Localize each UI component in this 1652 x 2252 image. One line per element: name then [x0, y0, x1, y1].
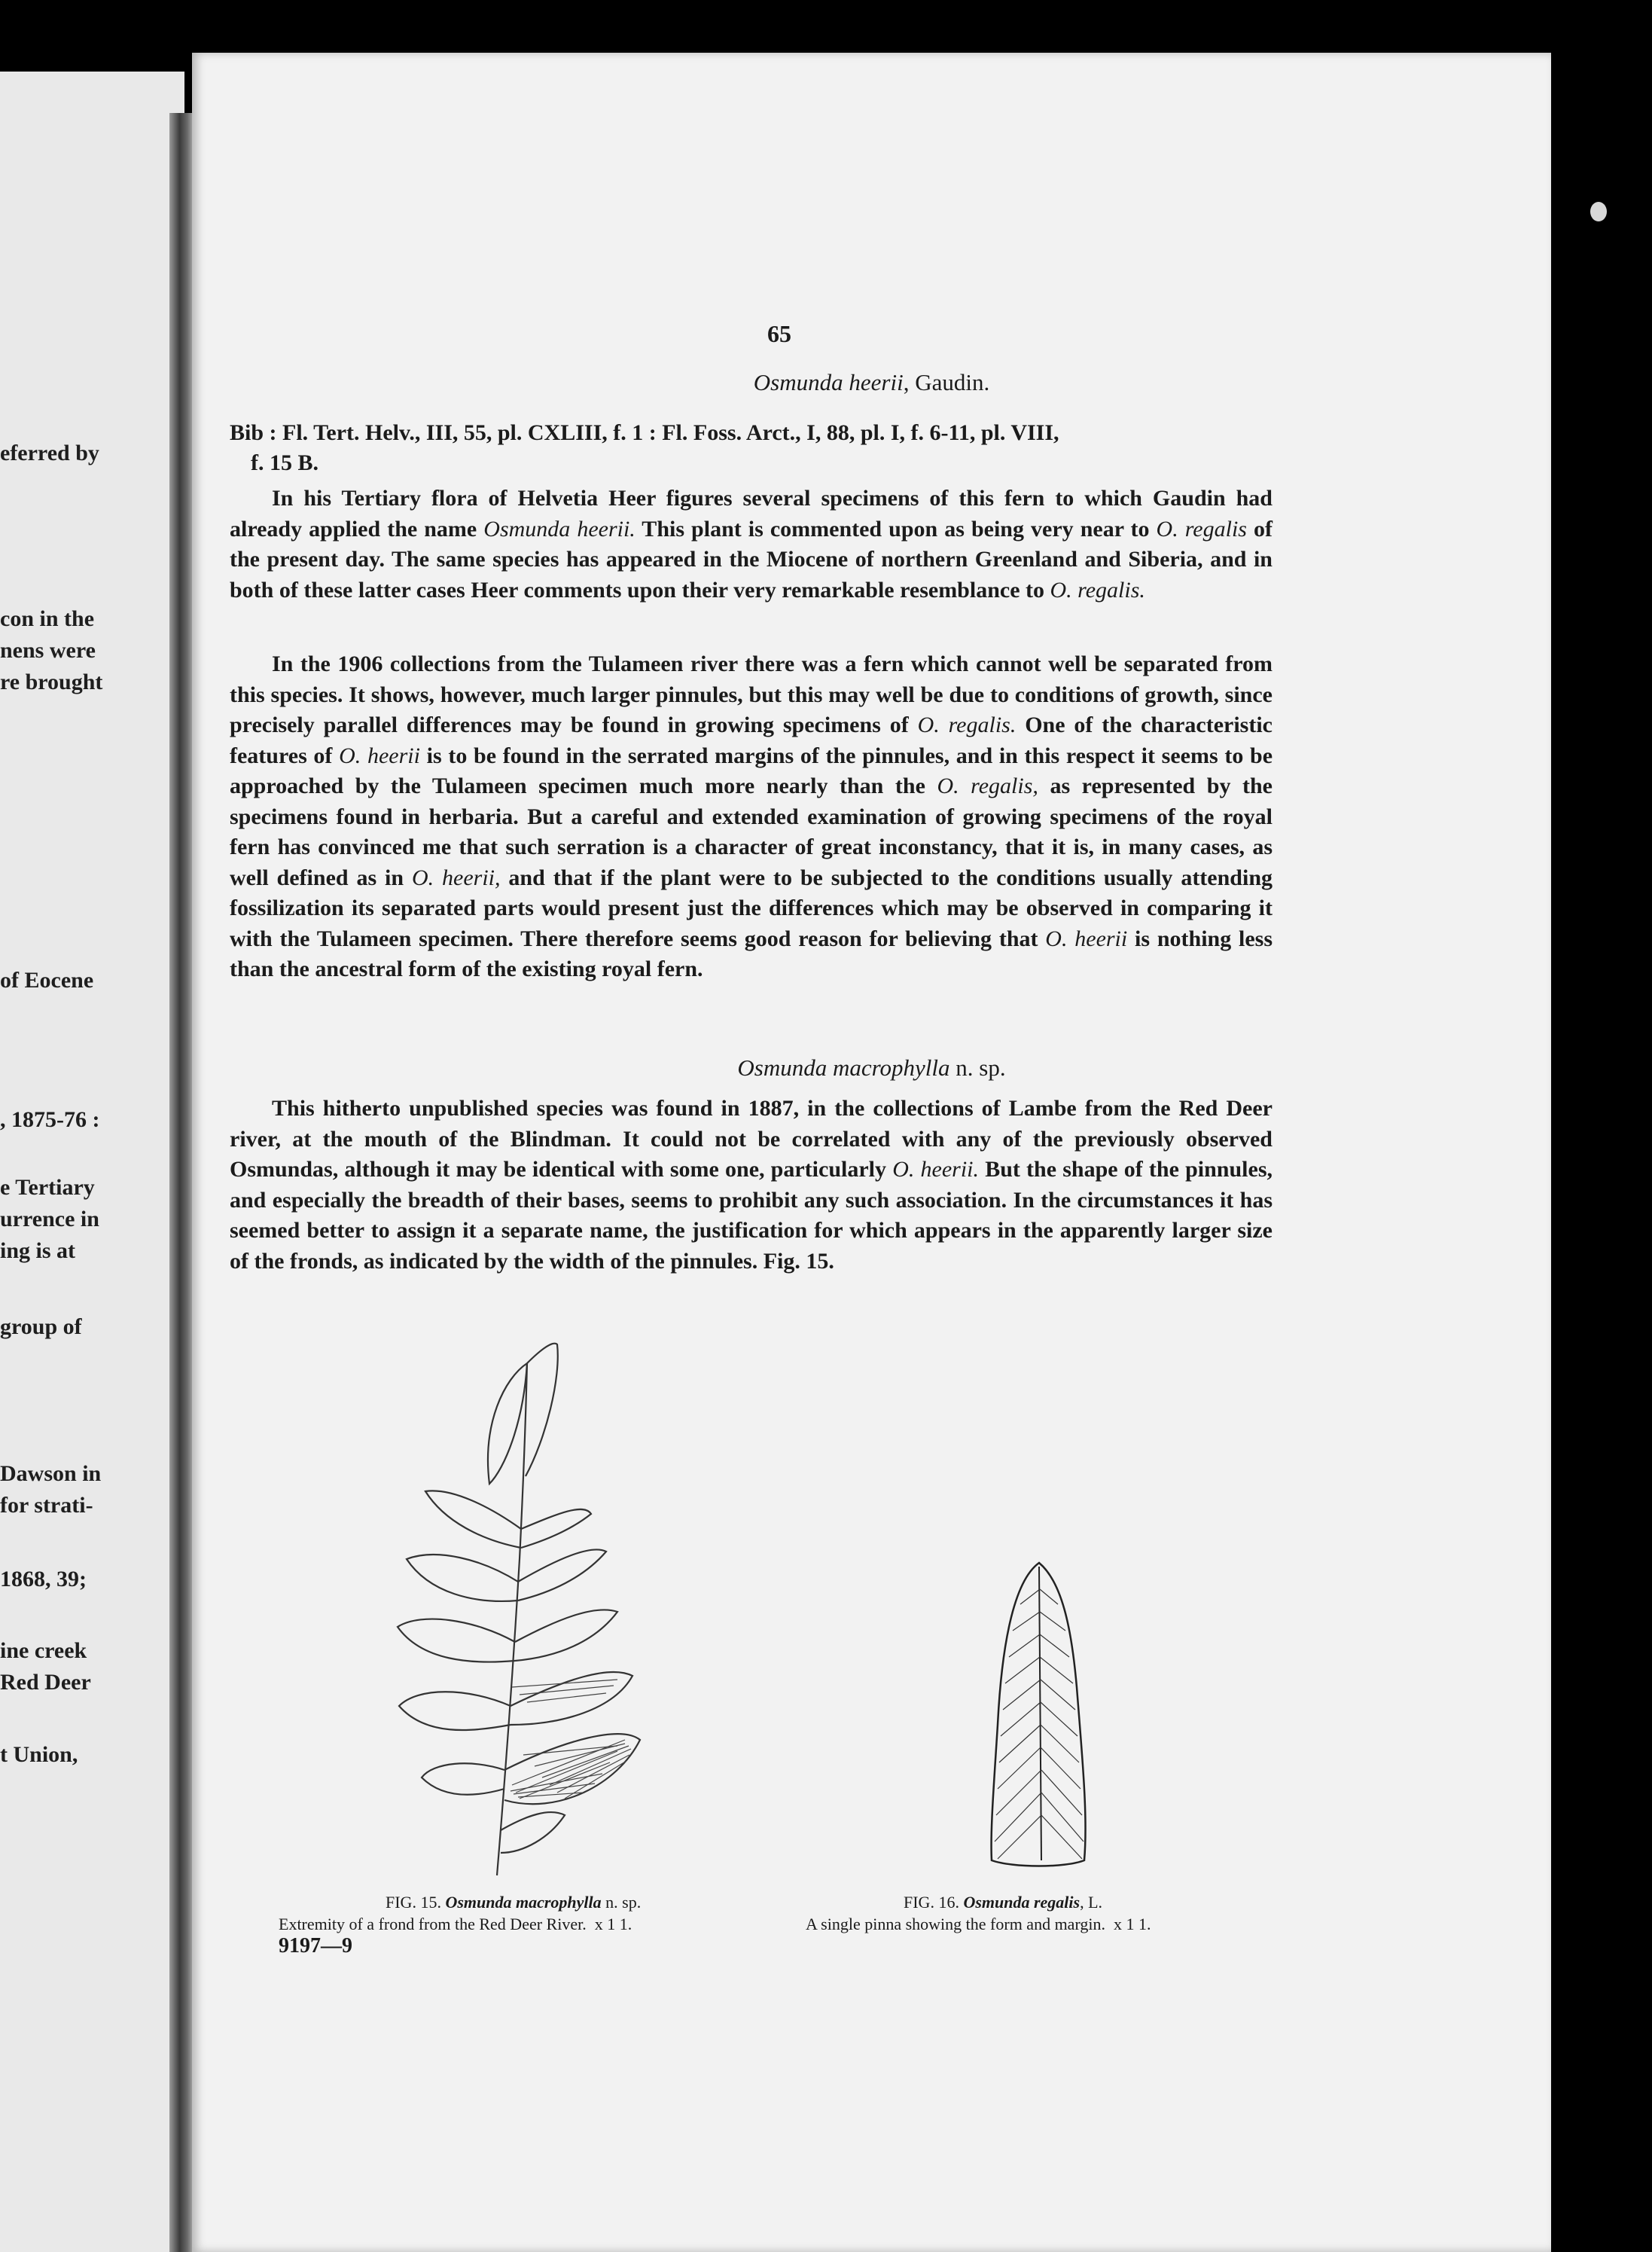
page-number: 65: [767, 320, 791, 347]
left-fragment: Red Deer: [0, 1670, 91, 1695]
paragraph-3: This hitherto unpublished species was found in 1887, in the collections of Lambe from the Red Deer river, at the mouth of the Blindman. It could not be correlated with any of the previously observed Osmundas, although it may be identical with some one, particularly O. heerii. But the shape of the pinnules, and especially the breadth of their bases, seems to prohibit any such association. In the circumstances it has seemed better to assign it a separate name, the justification for which appears in the apparently larger size of the fronds, as indicated by the width of the pinnules. Fig. 15.: [230, 1096, 1273, 1274]
left-fragment: ine creek: [0, 1638, 87, 1663]
fern-pinna-illustration: [983, 1559, 1096, 1875]
left-fragment: for strati-: [0, 1493, 93, 1518]
paragraph-1: In his Tertiary flora of Helvetia Heer figures several specimens of this fern to which Gaudin had already applied the name Osmunda heerii. This plant is commented upon as being very near to O. regalis of the present day. The same species has appeared in the Miocene of northern Greenland and Siberia, and in both of these latter cases Heer comments upon their very remarkable resemblance to O. regalis.: [230, 486, 1273, 603]
species-name: Osmunda heerii: [753, 369, 904, 395]
figure-15-caption-title: FIG. 15. Osmunda macrophylla n. sp.: [386, 1893, 642, 1912]
species-name: Osmunda macrophylla: [737, 1054, 950, 1081]
left-fragment: Dawson in: [0, 1461, 102, 1486]
left-fragment: of Eocene: [0, 968, 94, 993]
bib-line: f. 15 B.: [251, 450, 319, 475]
species-heading-1: [192, 369, 1551, 396]
fern-frond-illustration: [392, 1333, 708, 1890]
bib-line: Bib : Fl. Tert. Helv., III, 55, pl. CXLIII, f. 1 : Fl. Foss. Arct., I, 88, pl. I, f. 6-11, pl. VIII,: [230, 420, 1059, 445]
right-page: [192, 53, 1551, 2252]
paragraph-2: In the 1906 collections from the Tulameen river there was a fern which cannot well be separated from this species. It shows, however, much larger pinnules, but this may well be due to conditions of growth, since precisely parallel differences may be found in growing specimens of O. regalis. One of the characteristic features of O. heerii is to be found in the serrated margins of the pinnules, and in this respect it seems to be approached by the Tulameen specimen much more nearly than the O. regalis, as represented by the specimens found in herbaria. But a careful and extended examination of growing specimens of the royal fern has convinced me that such serration is a character of great inconstancy, that it is, in many cases, as well defined as in O. heerii, and that if the plant were to be subjected to the conditions usually attending fossilization its separated parts would present just the differences which may be observed in comparing it with the Tulameen specimen. There therefore seems good reason for believing that O. heerii is nothing less than the ancestral form of the existing royal fern.: [230, 651, 1273, 981]
species-heading-2: [192, 1054, 1551, 1082]
left-page: [0, 72, 184, 2252]
left-fragment: 1868, 39;: [0, 1567, 87, 1591]
left-fragment: con in the: [0, 606, 95, 631]
left-fragment: group of: [0, 1314, 82, 1339]
printer-signature: 9197—9: [279, 1934, 352, 1958]
left-fragment: , 1875-76 :: [0, 1107, 100, 1132]
figure-16-caption: A single pinna showing the form and margin. x 1 1.: [806, 1915, 1151, 1933]
book-gutter: [169, 113, 195, 2252]
species-author: , Gaudin.: [903, 369, 990, 395]
scan-speck: [1590, 202, 1607, 221]
left-fragment: t Union,: [0, 1742, 78, 1767]
left-fragment: ing is at: [0, 1238, 76, 1263]
bibliography: [230, 418, 1284, 478]
species-author: n. sp.: [949, 1054, 1006, 1081]
left-fragment: nens were: [0, 638, 96, 663]
left-fragment: urrence in: [0, 1207, 99, 1231]
left-fragment: e Tertiary: [0, 1175, 95, 1200]
left-fragment: eferred by: [0, 441, 99, 465]
figure-16-caption-title: FIG. 16. Osmunda regalis, L.: [904, 1893, 1103, 1912]
left-fragment: re brought: [0, 670, 103, 694]
figure-15-caption: Extremity of a frond from the Red Deer River. x 1 1.: [279, 1915, 632, 1933]
